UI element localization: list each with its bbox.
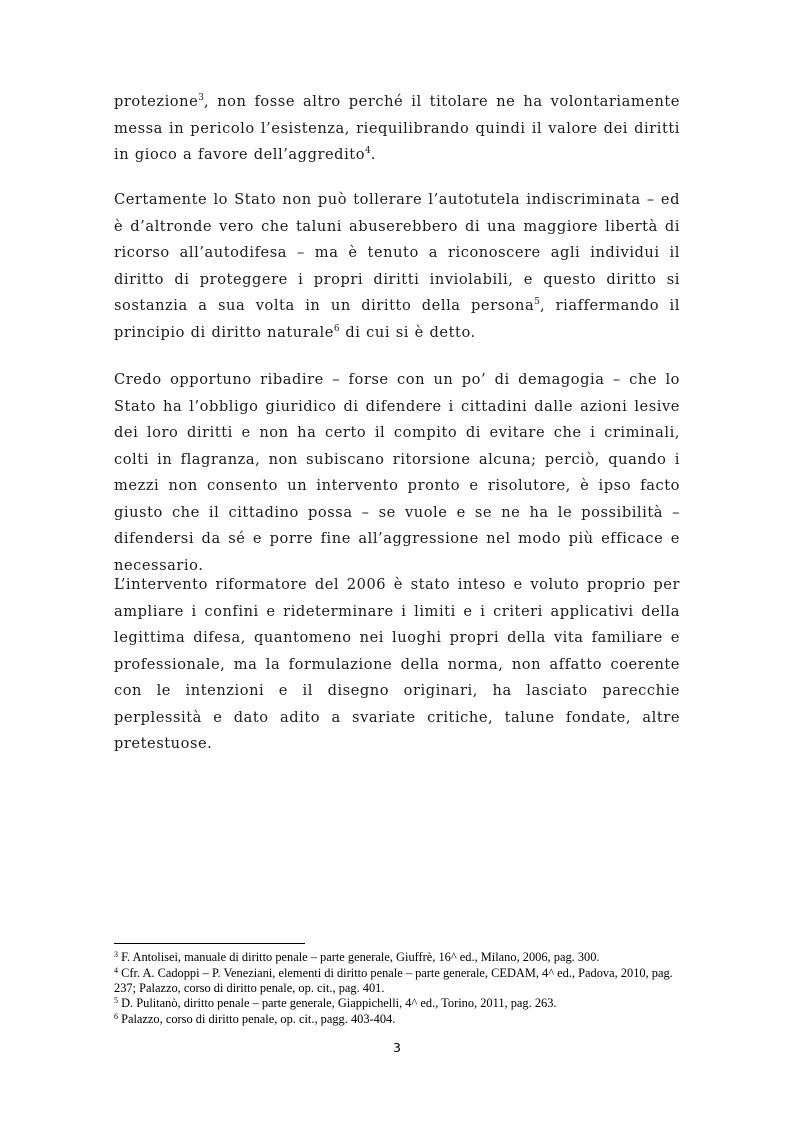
paragraph-2-text-b: , riaffermando il principio di diritto naturale xyxy=(114,297,680,341)
paragraph-1-text-c: . xyxy=(370,146,376,163)
footnote-6 xyxy=(114,1012,686,1027)
footnote-5 xyxy=(114,996,686,1011)
footnote-separator xyxy=(114,943,305,944)
page-number: 3 xyxy=(393,1040,401,1055)
footnote-number: 5 xyxy=(114,996,118,1005)
footnote-ref-5[interactable]: 5 xyxy=(534,297,540,307)
footnote-number: 6 xyxy=(114,1011,118,1021)
paragraph-3: Credo opportuno ribadire – forse con un po’ di demagogia – che lo Stato ha l’obbligo giuridico di difendere i cittadini dalle azioni lesive dei loro diritti e non ha certo il compito di evitare che i criminali, colti in flagranza, non subiscano ritorsione alcuna; perciò, quando i mezzi non consento un intervento pronto e risolutore, è ipso facto giusto che il cittadino possa – se vuole e se ne ha le possibilità – difendersi da sé e porre fine all’aggressione nel modo più efficace e necessario. xyxy=(114,371,680,574)
footnote-number: 3 xyxy=(114,950,118,959)
footnote-4 xyxy=(114,966,686,996)
paragraph-1-text-a: protezione xyxy=(114,93,199,110)
paragraph-2-text-a: Certamente lo Stato non può tollerare l’autotutela indiscriminata – ed è d’altronde vero che taluni abuserebbero di una maggiore libertà di ricorso all’autodifesa – ma è tenuto a riconoscere agli individui il diritto di proteggere i propri diritti inviolabili, e questo diritto si sostanzia a sua volta in un diritto della persona xyxy=(114,191,680,314)
footnote-ref-6[interactable]: 6 xyxy=(333,323,340,334)
footnote-number: 4 xyxy=(114,965,118,975)
paragraph-2-text-c: di cui si è detto. xyxy=(339,323,476,341)
footnote-ref-3[interactable]: 3 xyxy=(198,93,205,103)
footnotes xyxy=(114,950,686,1027)
footnote-text: Palazzo, corso di diritto penale, op. cit., pagg. 403-404. xyxy=(118,1011,396,1026)
footnote-text: F. Antolisei, manuale di diritto penale – parte generale, Giuffrè, 16^ ed., Milano, 2006, pag. 300. xyxy=(118,950,600,964)
footnote-3 xyxy=(114,950,686,965)
footnote-text: Cfr. A. Cadoppi – P. Veneziani, elementi di diritto penale – parte generale, CEDAM, 4^ ed., Padova, 2010, pag. 237; Palazzo, corso di diritto penale, op. cit., pag. 401. xyxy=(114,965,673,995)
footnote-ref-4[interactable]: 4 xyxy=(365,146,371,156)
paragraph-1 xyxy=(114,89,680,169)
paragraph-1-text-b: , non fosse altro perché il titolare ne ha volontariamente messa in pericolo l’esistenza, riequilibrando quindi il valore dei diritti in gioco a favore dell’aggredito xyxy=(114,93,680,163)
footnote-text: D. Pulitanò, diritto penale – parte generale, Giappichelli, 4^ ed., Torino, 2011, pag. 263. xyxy=(118,996,557,1010)
paragraph-4: L’intervento riformatore del 2006 è stato inteso e voluto proprio per ampliare i confini e rideterminare i limiti e i criteri applicativi della legittima difesa, quantomeno nei luoghi propri della vita familiare e professionale, ma la formulazione della norma, non affatto coerente con le intenzioni e il disegno originari, ha lasciato parecchie perplessità e dato adito a svariate critiche, talune fondate, altre pretestuose. xyxy=(114,576,680,752)
paragraph-2 xyxy=(114,187,680,346)
